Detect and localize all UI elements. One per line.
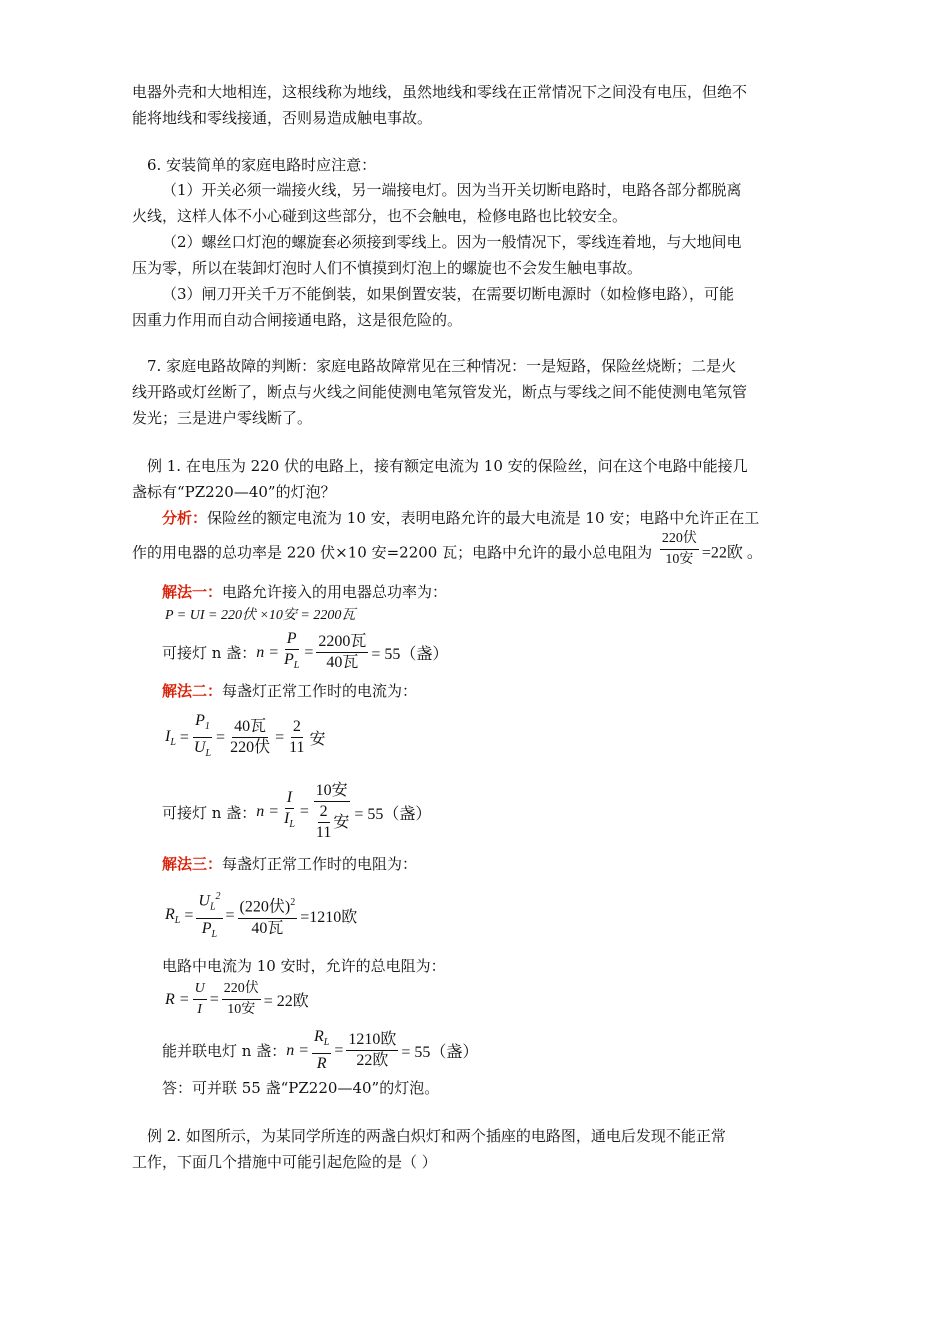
method-2-label: 解法二： [162, 682, 223, 700]
paragraph-line: 电器外壳和大地相连，这根线称为地线，虽然地线和零线在正常情况下之间没有电压，但绝不 [132, 83, 748, 101]
example-2-question: 例 2. 如图所示，为某同学所连的两盏白炽灯和两个插座的电路图，通电后发现不能正常 [147, 1127, 726, 1145]
example-1-question: 例 1. 在电压为 220 伏的电路上，接有额定电流为 10 安的保险丝，问在这个电路中能接几 [147, 457, 748, 475]
fraction: $\frac{U_L^2}{P_L}$ [196, 888, 222, 944]
method-2-count: 可接灯 n 盏： n = $\frac{I}{I_L}$ = 10安 $\frac{2}{11}$ 安 = 55（盏） [162, 782, 432, 841]
fraction: $\frac{R_L}{R}$ [314, 1028, 330, 1073]
section-6-item-2: （2）螺丝口灯泡的螺旋套必须接到零线上。因为一般情况下，零线连着地，与大地间电 [162, 233, 742, 251]
section-6-item-3-cont: 因重力作用而自动合闸接通电路，这是很危险的。 [132, 311, 463, 329]
fraction: $\frac{\text{40瓦}}{\text{220伏}}$ [230, 718, 271, 757]
fraction: $\frac{I}{I_L}$ [284, 789, 295, 831]
compound-fraction: 10安 $\frac{2}{11}$ 安 [315, 782, 350, 841]
section-7-line: 7. 家庭电路故障的判断：家庭电路故障常见在三种情况：一是短路，保险丝烧断；二是火 [147, 357, 737, 375]
example-1-question-cont: 盏标有“PZ220—40”的灯泡？ [132, 483, 336, 501]
paragraph-line: 能将地线和零线接通，否则易造成触电事故。 [132, 109, 433, 127]
method-3-heading: 解法三：每盏灯正常工作时的电阻为： [162, 855, 418, 873]
fraction: $\frac{\text{220伏}}{\text{10安}}$ [223, 981, 259, 1017]
method-1-heading: 解法一：电路允许接入的用电器总功率为： [162, 583, 448, 601]
method-1-label: 解法一： [162, 583, 223, 601]
method-3-total-text: 电路中电流为 10 安时，允许的总电阻为： [162, 957, 446, 975]
fraction: $\frac{\text{1210欧}}{\text{22欧}}$ [348, 1031, 397, 1070]
fraction: $\frac{P}{P_L}$ [284, 630, 300, 672]
method-3-label: 解法三： [162, 855, 223, 873]
method-3-total-equation: R = $\frac{U}{I}$ = $\frac{\text{220伏}}{\text{10安}}$ = 22欧 [165, 981, 309, 1017]
section-6-item-1-cont: 火线，这样人体不小心碰到这些部分，也不会触电，检修电路也比较安全。 [132, 207, 628, 225]
example-1-answer: 答：可并联 55 盏“PZ220—40”的灯泡。 [162, 1079, 440, 1097]
fraction: $\frac{P_1}{U_L}$ [193, 712, 212, 760]
method-1-count: 可接灯 n 盏： n = $\frac{P}{P_L}$ = $\frac{\text{2200瓦}}{\text{40瓦}}$ = 55（盏） [162, 630, 448, 675]
method-3-resistance-equation: $R_L$ = $\frac{U_L^2}{P_L}$ = $\frac{(220伏)^2}{\text{40瓦}}$ =1210欧 [165, 888, 357, 944]
fraction: $\frac{2}{11}$ [289, 718, 305, 757]
example-1-analysis [162, 508, 759, 528]
example-1-analysis-cont [132, 531, 763, 573]
method-1-equation: P = UI = 220伏 ×10安 = 2200瓦 [165, 608, 356, 623]
analysis-fraction: $\frac{\text{220伏}}{\text{10安}}$ [661, 531, 697, 567]
analysis-text: 保险丝的额定电流为 10 安，表明电路允许的最大电流是 10 安；电路中允许正在工 [207, 509, 760, 527]
section-6-item-1: （1）开关必须一端接火线，另一端接电灯。因为当开关切断电路时，电路各部分都脱离 [162, 181, 742, 199]
section-7-line: 线开路或灯丝断了，断点与火线之间能使测电笔氖管发光，断点与零线之间不能使测电笔氖管 [132, 383, 748, 401]
fraction: $\frac{U}{I}$ [194, 981, 205, 1017]
method-2-heading: 解法二：每盏灯正常工作时的电流为： [162, 682, 418, 700]
method-2-current-equation: $I_L$ = $\frac{P_1}{U_L}$ = $\frac{\text{40瓦}}{\text{220伏}}$ = $\frac{2}{11}$ 安 [165, 712, 326, 763]
example-2-question-cont: 工作，下面几个措施中可能引起危险的是（ ） [132, 1153, 437, 1171]
fraction: $\frac{\text{2200瓦}}{\text{40瓦}}$ [318, 633, 367, 672]
method-3-count: 能并联电灯 n 盏： n = $\frac{R_L}{R}$ = $\frac{\text{1210欧}}{\text{22欧}}$ = 55（盏） [162, 1028, 479, 1073]
fraction: $\frac{(220伏)^2}{\text{40瓦}}$ [238, 894, 298, 937]
section-7-line: 发光；三是进户零线断了。 [132, 409, 313, 427]
section-6-title: 6. 安装简单的家庭电路时应注意： [147, 156, 377, 174]
section-6-item-2-cont: 压为零，所以在装卸灯泡时人们不慎摸到灯泡上的螺旋也不会发生触电事故。 [132, 259, 643, 277]
analysis-text: 作的用电器的总功率是 220 伏×10 安=2200 瓦；电路中允许的最小总电阻为 [132, 543, 653, 562]
analysis-label: 分析： [162, 509, 208, 527]
section-6-item-3: （3）闸刀开关千万不能倒装，如果倒置安装，在需要切断电源时（如检修电路），可能 [162, 285, 735, 303]
analysis-result: =22欧 。 [701, 544, 763, 562]
